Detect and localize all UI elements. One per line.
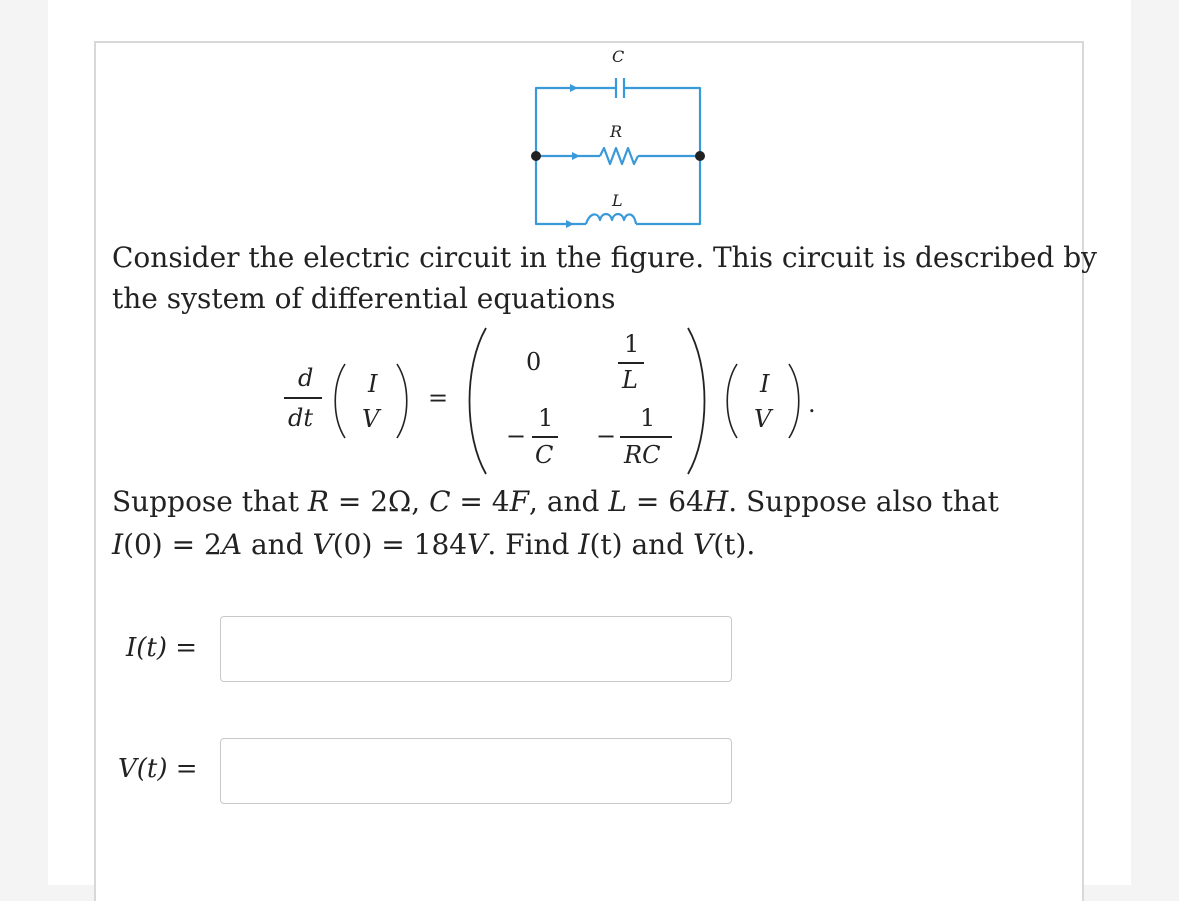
m11: 0 [526, 348, 542, 376]
left-node [531, 151, 541, 161]
m12-den: L [622, 366, 638, 394]
inductor-label: L [612, 191, 623, 210]
capacitor-label: C [612, 47, 625, 66]
given-line-2: I(0) = 2A and V(0) = 184V. Find I(t) and V(t). [112, 528, 756, 561]
top-wire-right [624, 88, 700, 156]
eq-dt: dt [288, 404, 314, 432]
m21-den: C [535, 441, 554, 469]
V-answer-label: V(t) = [118, 754, 198, 784]
m22-num: 1 [640, 404, 656, 432]
eq-equals: = [428, 384, 449, 412]
matrix-right-paren [684, 326, 714, 476]
right-node [695, 151, 705, 161]
m12-num: 1 [624, 330, 640, 358]
m21-num: 1 [538, 404, 554, 432]
intro-line-2: the system of differential equations [112, 282, 616, 315]
rhs-left-paren [722, 362, 740, 440]
m22-den: RC [624, 441, 661, 469]
m21-sign: − [506, 422, 527, 450]
intro-line-1: Consider the electric circuit in the figure. This circuit is described by [112, 241, 1097, 274]
lhs-vec-top: I [368, 370, 378, 398]
eq-d: d [298, 364, 314, 392]
rhs-vec-bottom: V [754, 405, 772, 433]
V-answer-input[interactable] [220, 738, 732, 804]
inductor-icon [586, 214, 636, 224]
rhs-right-paren [786, 362, 804, 440]
lhs-vec-bottom: V [362, 405, 380, 433]
top-wire-left [536, 88, 616, 156]
lhs-right-paren [394, 362, 412, 440]
resistor-label: R [610, 122, 623, 141]
bottom-wire-left [536, 156, 586, 224]
resistor-icon [600, 148, 638, 164]
I-answer-label: I(t) = [126, 633, 198, 663]
matrix-left-paren [460, 326, 490, 476]
I-answer-input[interactable] [220, 616, 732, 682]
given-line-1: Suppose that R = 2Ω, C = 4F, and L = 64H. Suppose also that [112, 485, 999, 518]
eq-period: . [808, 390, 816, 418]
bottom-wire-right [636, 156, 700, 224]
m22-sign: − [596, 422, 617, 450]
lhs-left-paren [330, 362, 348, 440]
rhs-vec-top: I [760, 370, 770, 398]
